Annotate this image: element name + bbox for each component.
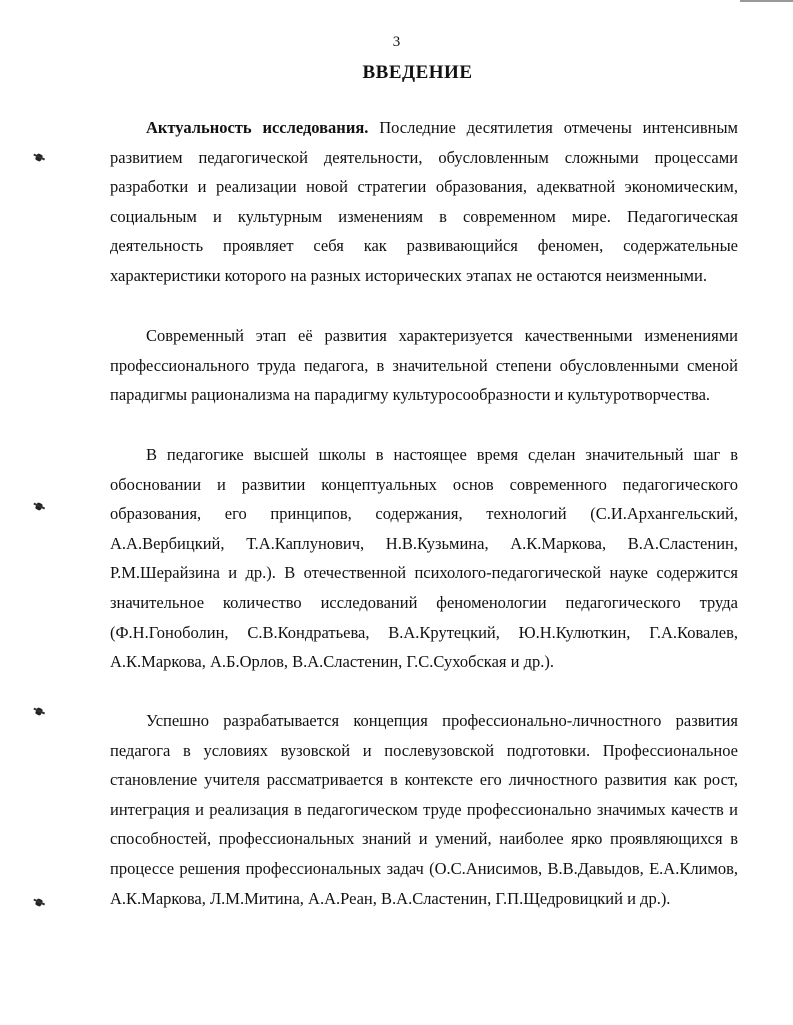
paragraph-text: Современный этап её развития характеризуется качественными изменениями профессионального труда педагога, в значительной степени обусловленными сменой парадигмы рационализма на парадигму культуросообразности и культуротворчества.: [110, 326, 738, 405]
paragraph-text: [110, 113, 738, 291]
scan-edge-line: [740, 0, 793, 2]
page-number: 3: [392, 34, 401, 50]
scan-hole-mark: [35, 502, 43, 511]
paragraph-modern-stage: [110, 321, 738, 410]
paragraph-relevance: [110, 113, 738, 291]
paragraph-professional-development: [110, 706, 738, 913]
scan-hole-mark: [35, 153, 43, 162]
scan-hole-mark: [35, 707, 43, 716]
page-heading: ВВЕДЕНИЕ: [362, 62, 473, 83]
paragraph-lead: Актуальность исследования.: [146, 118, 369, 137]
paragraph-text: Успешно разрабатывается концепция профессионально-личностного развития педагога в условиях вузовской и послевузовской подготовки. Профессиональное становление учителя рассматривается в контексте его личностного развития как рост, интеграция и реализация в педагогическом труде профессионально значимых качеств и способностей, профессиональных знаний и умений, наиболее ярко проявляющихся в процессе решения профессиональных задач (О.С.Анисимов, В.В.Давыдов, Е.А.Климов, А.К.Маркова, Л.М.Митина, А.А.Реан, В.А.Сластенин, Г.П.Щедровицкий и др.).: [110, 711, 738, 908]
scan-hole-mark: [35, 898, 43, 907]
paragraph-higher-school: [110, 440, 738, 677]
paragraph-body: Последние десятилетия отмечены интенсивным развитием педагогической деятельности, обусловленным сложными процессами разработки и реализации новой стратегии образования, адекватной экономическим, социальным и культурным изменениям в современном мире. Педагогическая деятельность проявляет себя как развивающийся феномен, содержательные характеристики которого на разных исторических этапах не остаются неизменными.: [110, 118, 738, 285]
paragraph-text: В педагогике высшей школы в настоящее время сделан значительный шаг в обосновании и развитии концептуальных основ современного педагогического образования, его принципов, содержания, технологий (С.И.Архангельский, А.А.Вербицкий, Т.А.Каплунович, Н.В.Кузьмина, А.К.Маркова, В.А.Сластенин, Р.М.Шерайзина и др.). В отечественной психолого-педагогической науке содержится значительное количество исследований феноменологии педагогического труда (Ф.Н.Гоноболин, С.В.Кондратьева, В.А.Крутецкий, Ю.Н.Кулюткин, Г.А.Ковалев, А.К.Маркова, А.Б.Орлов, В.А.Сластенин, Г.С.Сухобская и др.).: [110, 445, 738, 672]
